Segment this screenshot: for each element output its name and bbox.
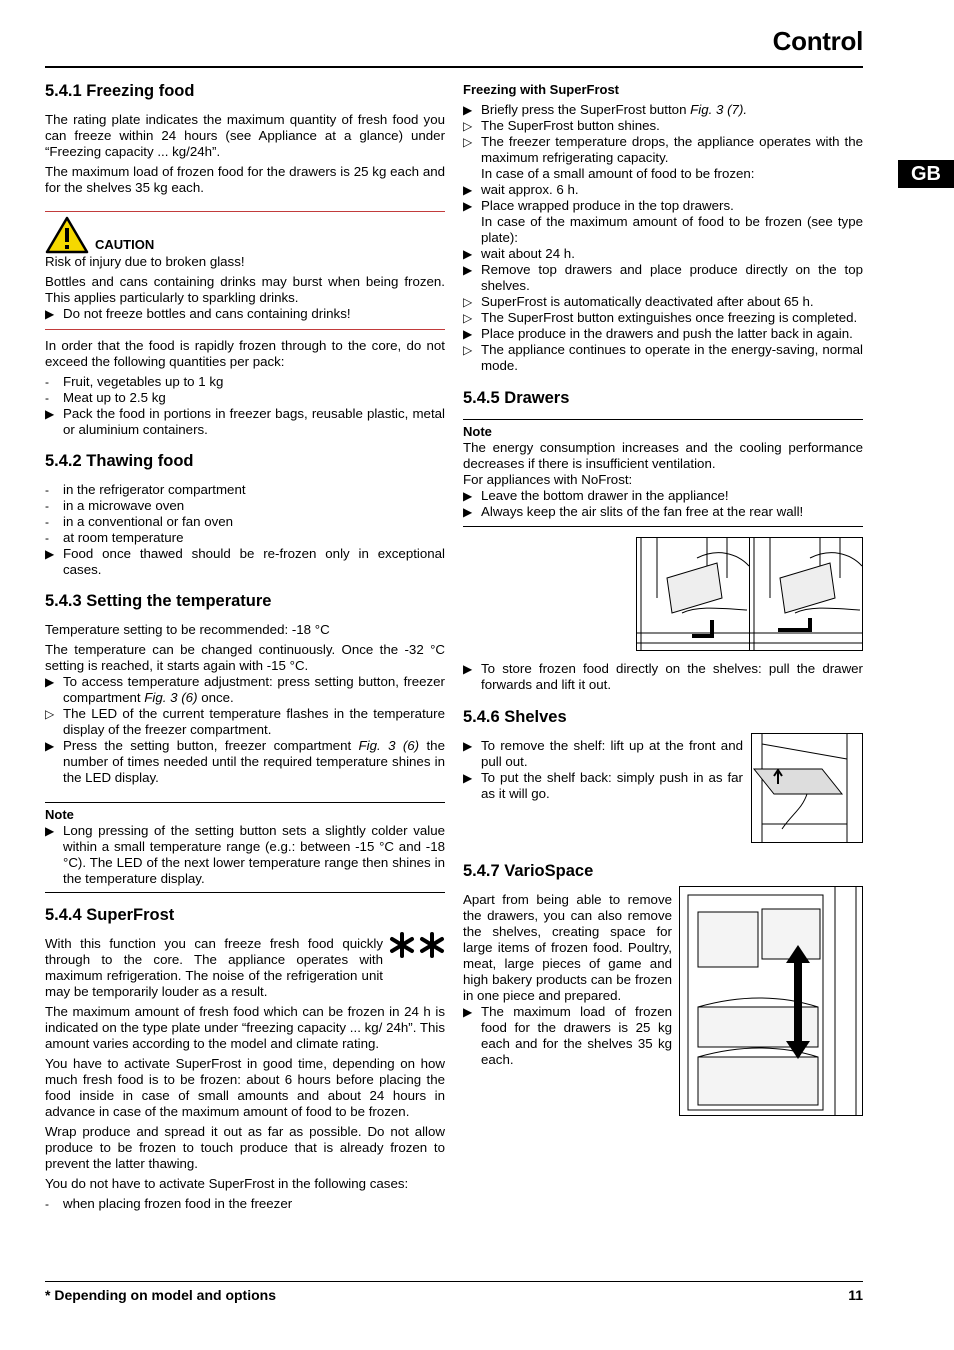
list-item: - at room temperature (45, 530, 184, 545)
result-item: ▷ The appliance continues to operate in the energy-saving, normal mode. (463, 342, 863, 373)
caution-label: CAUTION (95, 237, 155, 252)
text-item: In case of the maximum amount of food to be frozen (see type plate): (481, 214, 863, 245)
page-number: 11 (848, 1287, 863, 1303)
caution-header (45, 216, 445, 254)
action-item: ▶ Remove top drawers and place produce directly on the top shelves. (463, 262, 863, 293)
text-item: In case of a small amount of food to be frozen: (481, 166, 755, 181)
action-item: ▶ Place produce in the drawers and push the latter back in again. (463, 326, 853, 341)
page-title: Control (772, 26, 863, 56)
result-item: ▷ The SuperFrost button extinguishes once freezing is completed. (463, 310, 858, 325)
action-arrow-icon: ▶ (463, 662, 473, 676)
paragraph: Wrap produce and spread it out as far as possible. Do not allow produce to be frozen to touch produce that is already frozen to prevent the latter thawing. (45, 1124, 445, 1171)
action-arrow-icon: ▶ (463, 739, 473, 753)
action-item: ▶ wait approx. 6 h. (463, 182, 579, 197)
result-triangle-icon: ▷ (463, 343, 473, 357)
action-arrow-icon: ▶ (463, 771, 473, 785)
paragraph: The temperature can be changed continuously. Once the -32 °C setting is reached, it starts again with -15 °C. (45, 642, 445, 673)
action-item: ▶ Briefly press the SuperFrost button Fig. 3 (7). (463, 102, 748, 117)
drawer-illustration (463, 537, 863, 651)
action-arrow-icon: ▶ (45, 547, 55, 561)
action-arrow-icon: ▶ (45, 307, 55, 321)
action-item: ▶ Place wrapped produce in the top drawers. (463, 198, 734, 213)
paragraph: For appliances with NoFrost: (463, 472, 633, 487)
list-item: - Fruit, vegetables up to 1 kg (45, 374, 224, 389)
note-rule-top (45, 802, 445, 803)
superfrost-steps-title: Freezing with SuperFrost (463, 82, 620, 97)
action-arrow-icon: ▶ (463, 103, 473, 117)
action-item: ▶ The maximum load of frozen food for the drawers is 25 kg each and for the shelves 35 kg each. (463, 1004, 672, 1067)
language-tab: GB (898, 160, 954, 188)
action-item: ▶ To remove the shelf: lift up at the front and pull out. (463, 738, 743, 769)
action-arrow-icon: ▶ (463, 247, 473, 261)
shelf-image (751, 733, 863, 843)
section-5-4-6-title: 5.4.6 Shelves (463, 708, 567, 726)
warning-icon (45, 216, 89, 254)
action-arrow-icon: ▶ (45, 739, 55, 753)
note-label: Note (45, 807, 74, 822)
section-5-4-1-title: 5.4.1 Freezing food (45, 82, 195, 100)
section-5-4-5-title: 5.4.5 Drawers (463, 389, 570, 407)
paragraph: Temperature setting to be recommended: -18 °C (45, 622, 330, 637)
list-item: - in a microwave oven (45, 498, 185, 513)
action-item: ▶ To put the shelf back: simply push in as far as it will go. (463, 770, 743, 801)
action-item: ▶ To store frozen food directly on the shelves: pull the drawer forwards and lift it out. (463, 661, 863, 692)
action-arrow-icon: ▶ (463, 489, 473, 503)
result-item: ▷ The SuperFrost button shines. (463, 118, 660, 133)
caution-text: Risk of injury due to broken glass! (45, 254, 245, 269)
caution-rule-bottom (45, 329, 445, 330)
action-arrow-icon: ▶ (463, 505, 473, 519)
action-arrow-icon: ▶ (45, 407, 55, 421)
result-triangle-icon: ▷ (463, 295, 473, 309)
paragraph: You have to activate SuperFrost in good time, depending on how much fresh food is to be frozen: about 6 hours before placing the food inside in case of small amounts and about 24 hours in advance in case of the maximum amount of food to be frozen. (45, 1056, 445, 1119)
result-triangle-icon: ▷ (45, 707, 55, 721)
drawer-remove-image-1 (636, 537, 750, 651)
header-rule (45, 66, 863, 68)
result-triangle-icon: ▷ (463, 311, 473, 325)
action-item: ▶ Pack the food in portions in freezer bags, reusable plastic, metal or aluminium containers. (45, 406, 445, 437)
result-item: ▷ The LED of the current temperature flashes in the temperature display of the freezer compartment. (45, 706, 445, 737)
list-item: - in the refrigerator compartment (45, 482, 246, 497)
action-item: ▶ Leave the bottom drawer in the appliance! (463, 488, 729, 503)
action-arrow-icon: ▶ (463, 263, 473, 277)
result-triangle-icon: ▷ (463, 119, 473, 133)
section-5-4-3-title: 5.4.3 Setting the temperature (45, 592, 272, 610)
result-item: ▷ The freezer temperature drops, the appliance operates with the maximum refrigerating capacity. (463, 134, 863, 165)
action-item: ▶ Long pressing of the setting button sets a slightly colder value within a small temperature range (e.g.: between -15 °C and -18 °C). The LED of the next lower temperature range then shines in the temperature display. (45, 823, 445, 886)
note-rule-top (463, 419, 863, 420)
note-rule-bottom (45, 892, 445, 893)
left-column (45, 82, 445, 1212)
action-item: ▶ Food once thawed should be re-frozen only in exceptional cases. (45, 546, 445, 577)
action-item: ▶ To access temperature adjustment: press setting button, freezer compartment Fig. 3 (6) once. (45, 674, 445, 705)
action-arrow-icon: ▶ (45, 824, 55, 838)
action-item: ▶ Always keep the air slits of the fan free at the rear wall! (463, 504, 804, 519)
caution-text: Bottles and cans containing drinks may burst when being frozen. This applies particularly to sparkling drinks. (45, 274, 445, 305)
section-5-4-7-title: 5.4.7 VarioSpace (463, 862, 594, 880)
result-triangle-icon: ▷ (463, 135, 473, 149)
asterisk-icon (389, 932, 445, 958)
paragraph: Apart from being able to remove the drawers, you can also remove the shelves, creating space for large items of frozen food. Poultry, meat, large pieces of game and high bakery products can be frozen in one piece and prepared. (463, 892, 672, 1003)
action-arrow-icon: ▶ (463, 1005, 473, 1019)
paragraph: The maximum amount of fresh food which can be frozen in 24 h is indicated on the type plate under “freezing capacity ... kg/ 24h”. This amount varies according to the model and climate rating. (45, 1004, 445, 1051)
paragraph: The maximum load of frozen food for the drawers is 25 kg each and for the shelves 35 kg each. (45, 164, 445, 195)
variospace-image (679, 886, 863, 1116)
list-item: - Meat up to 2.5 kg (45, 390, 166, 405)
note-rule-bottom (463, 526, 863, 527)
action-arrow-icon: ▶ (463, 183, 473, 197)
paragraph: The energy consumption increases and the cooling performance decreases if there is insufficient ventilation. (463, 440, 863, 471)
list-item: - when placing frozen food in the freezer (45, 1196, 293, 1211)
paragraph: In order that the food is rapidly frozen through to the core, do not exceed the following quantities per pack: (45, 338, 445, 369)
caution-rule-top (45, 211, 445, 212)
note-label: Note (463, 424, 492, 439)
footer-note: * Depending on model and options (45, 1287, 276, 1303)
action-arrow-icon: ▶ (463, 327, 473, 341)
footer-rule (45, 1281, 863, 1282)
result-item: ▷ SuperFrost is automatically deactivated after about 65 h. (463, 294, 814, 309)
action-arrow-icon: ▶ (45, 675, 55, 689)
section-5-4-4-title: 5.4.4 SuperFrost (45, 906, 175, 924)
section-5-4-2-title: 5.4.2 Thawing food (45, 452, 194, 470)
action-item: ▶ Do not freeze bottles and cans containing drinks! (45, 306, 351, 321)
action-arrow-icon: ▶ (463, 199, 473, 213)
list-item: - in a conventional or fan oven (45, 514, 234, 529)
drawer-remove-image-2 (750, 537, 863, 651)
paragraph: With this function you can freeze fresh food quickly through to the core. The appliance operates with maximum refrigeration. The noise of the refrigeration unit may be temporarily louder as a result. (45, 936, 383, 999)
action-item: ▶ Press the setting button, freezer compartment Fig. 3 (6) the number of times needed until the required temperature shines in the LED display. (45, 738, 445, 785)
paragraph: You do not have to activate SuperFrost in the following cases: (45, 1176, 409, 1191)
action-item: ▶ wait about 24 h. (463, 246, 575, 261)
right-column (463, 82, 863, 1120)
paragraph: The rating plate indicates the maximum quantity of fresh food you can freeze within 24 hours (see Appliance at a glance) under “Freezing capacity ... kg/24h”. (45, 112, 445, 159)
